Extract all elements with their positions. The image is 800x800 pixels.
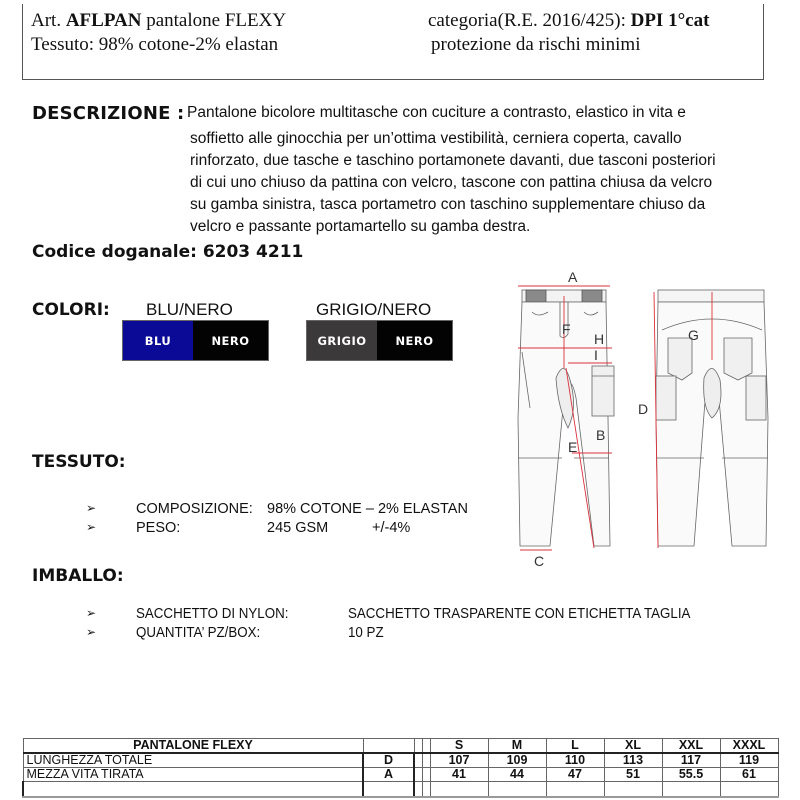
spacer-cell (422, 739, 430, 754)
trousers-drawing-icon (508, 268, 788, 568)
row-code: D (363, 753, 414, 768)
row-value: 47 (546, 768, 604, 782)
description-body (190, 128, 716, 238)
packaging-item-value: SACCHETTO TRASPARENTE CON ETICHETTA TAGLIA (348, 606, 691, 622)
spacer-cell (414, 753, 422, 768)
packaging-title: IMBALLO: (32, 566, 124, 586)
diagram-label-b: B (596, 427, 606, 443)
color-combo-label: GRIGIO/NERO (316, 300, 432, 319)
size-table (22, 738, 779, 798)
colors-title: COLORI: (32, 300, 110, 320)
description-line: soffietto alle ginocchia per un’ottima vestibilità, cerniera coperta, cavallo (190, 130, 682, 147)
bullet-arrow-icon: ➢ (86, 520, 97, 534)
row-value: 61 (720, 768, 778, 782)
fabric-item-tolerance: +/-4% (372, 520, 411, 536)
article-code: AFLPAN (65, 10, 142, 31)
color-combo-label: BLU/NERO (146, 300, 233, 319)
packaging-item-label: SACCHETTO DI NYLON: (136, 606, 289, 622)
fabric-line: Tessuto: 98% cotone-2% elastan (31, 34, 279, 55)
row-label: MEZZA VITA TIRATA (23, 768, 363, 782)
header-box (22, 4, 764, 80)
size-table-header (23, 739, 778, 754)
code-header-cell (363, 739, 414, 754)
spacer-cell (422, 768, 430, 782)
swatch-blu: BLU (123, 321, 193, 360)
row-value: 117 (662, 753, 720, 768)
packaging-item-label: QUANTITA’ PZ/BOX: (136, 625, 261, 641)
diagram-label-d: D (638, 401, 649, 417)
row-value: 109 (488, 753, 546, 768)
description-title: DESCRIZIONE : (32, 103, 185, 124)
size-header-l: L (546, 739, 604, 754)
empty-cell (662, 782, 720, 798)
size-header-xl: XL (604, 739, 662, 754)
size-header-m: M (488, 739, 546, 754)
color-combo-grigio-nero (306, 320, 453, 361)
article-line (31, 10, 286, 32)
size-header-xxl: XXL (662, 739, 720, 754)
diagram-label-e: E (568, 439, 578, 455)
fabric-title: TESSUTO: (32, 452, 126, 472)
diagram-label-f: F (562, 321, 571, 337)
description-line: velcro e passante portamartello su gamba destra. (190, 218, 531, 235)
article-name: pantalone FLEXY (141, 10, 287, 31)
diagram-label-c: C (534, 553, 545, 568)
diagram-label-i: I (594, 347, 598, 363)
size-header-s: S (430, 739, 488, 754)
empty-cell (414, 782, 422, 798)
size-table-title: PANTALONE FLEXY (23, 739, 363, 754)
customs-code: Codice doganale: 6203 4211 (32, 242, 304, 262)
diagram-label-g: G (688, 327, 699, 343)
fabric-item-label: COMPOSIZIONE: (136, 501, 253, 517)
category-line (428, 10, 709, 32)
spacer-cell (414, 768, 422, 782)
protection-line: protezione da rischi minimi (431, 34, 641, 55)
fabric-item-label: PESO: (136, 520, 181, 536)
spacer-cell (414, 739, 422, 754)
empty-cell (23, 782, 363, 798)
row-value: 44 (488, 768, 546, 782)
swatch-grigio: GRIGIO (307, 321, 377, 360)
fabric-item-value: 98% COTONE – 2% ELASTAN (267, 501, 468, 517)
diagram-label-h: H (594, 331, 605, 347)
empty-cell (546, 782, 604, 798)
table-row-empty (23, 782, 778, 798)
empty-cell (488, 782, 546, 798)
diagram-label-a: A (568, 269, 578, 285)
description-first-line: Pantalone bicolore multitasche con cuciture a contrasto, elastico in vita e (187, 104, 686, 121)
row-value: 41 (430, 768, 488, 782)
category-value: DPI 1°cat (630, 10, 710, 31)
row-value: 55.5 (662, 768, 720, 782)
table-row (23, 768, 778, 782)
table-row (23, 753, 778, 768)
category-prefix: categoria(R.E. 2016/425): (428, 10, 631, 31)
swatch-nero: NERO (377, 321, 452, 360)
packaging-item-value: 10 PZ (348, 625, 384, 641)
empty-cell (363, 782, 414, 798)
color-combo-blu-nero (122, 320, 269, 361)
trousers-measurement-diagram (508, 268, 788, 568)
swatch-nero: NERO (193, 321, 268, 360)
bullet-arrow-icon: ➢ (86, 606, 97, 620)
row-value: 110 (546, 753, 604, 768)
row-value: 119 (720, 753, 778, 768)
row-label: LUNGHEZZA TOTALE (23, 753, 363, 768)
description-line: di cui uno chiuso da pattina con velcro, tascone con pattina chiusa da velcro (190, 174, 713, 191)
spacer-cell (422, 753, 430, 768)
row-value: 107 (430, 753, 488, 768)
article-prefix: Art. (31, 10, 66, 31)
empty-cell (430, 782, 488, 798)
empty-cell (720, 782, 778, 798)
row-code: A (363, 768, 414, 782)
bullet-arrow-icon: ➢ (86, 625, 97, 639)
size-header-xxxl: XXXL (720, 739, 778, 754)
description-line: rinforzato, due tasche e taschino portamonete davanti, due tasconi posteriori (190, 152, 716, 169)
row-value: 51 (604, 768, 662, 782)
description-line: su gamba sinistra, tasca portametro con taschino supplementare chiuso da (190, 196, 706, 213)
row-value: 113 (604, 753, 662, 768)
empty-cell (422, 782, 430, 798)
bullet-arrow-icon: ➢ (86, 501, 97, 515)
fabric-item-value: 245 GSM (267, 520, 329, 536)
empty-cell (604, 782, 662, 798)
